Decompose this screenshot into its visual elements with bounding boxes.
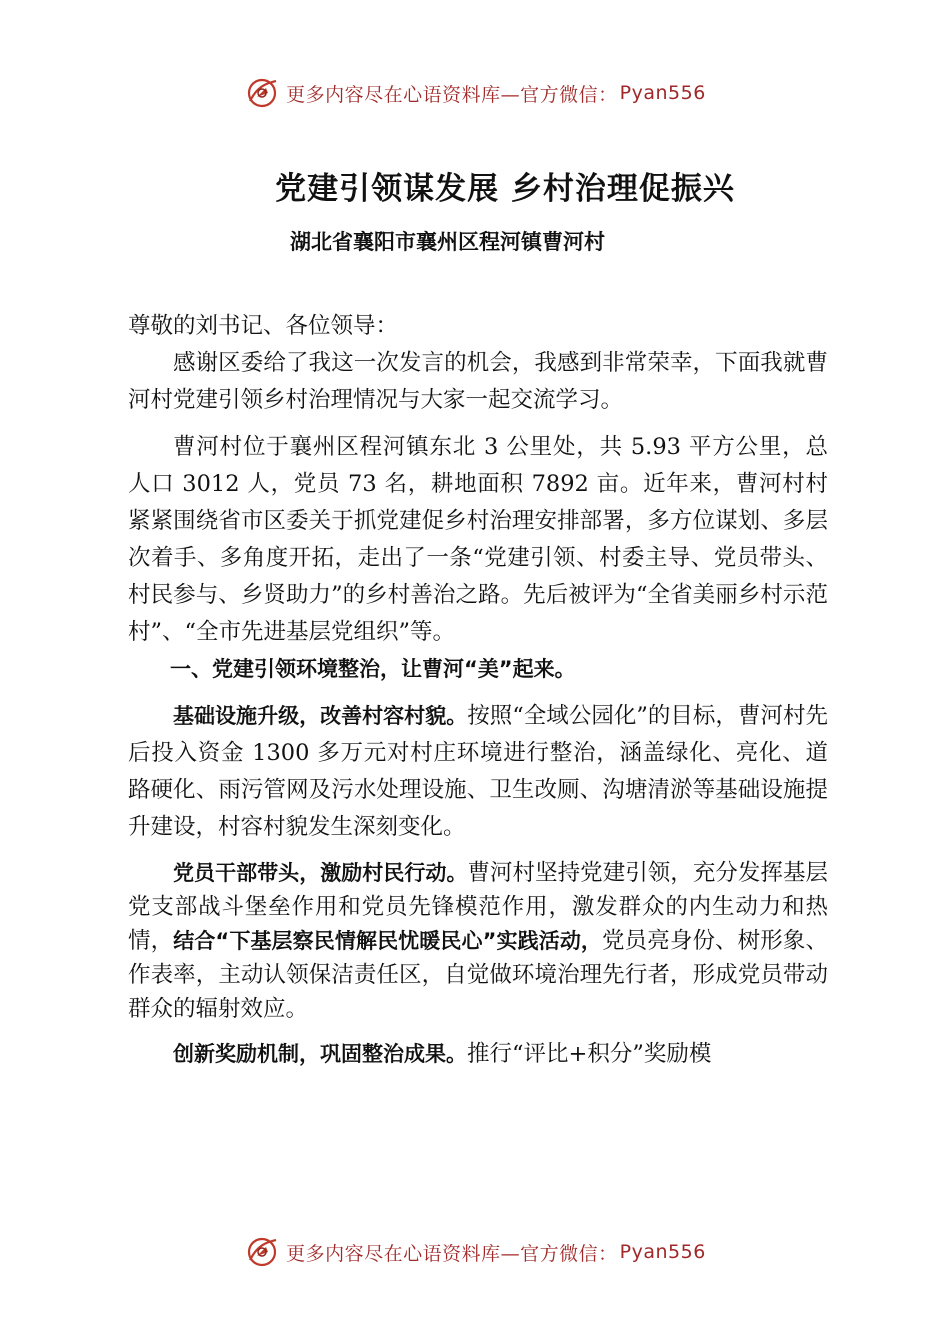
paragraph-party-members: [128, 856, 828, 1026]
salutation: 尊敬的刘书记、各位领导：: [128, 313, 399, 339]
watermark-footer: [0, 1232, 950, 1272]
brand-logo-icon: [244, 1234, 280, 1270]
paragraph-lead: 创新奖励机制，巩固整治成果。: [173, 1042, 467, 1066]
page-subtitle: 湖北省襄阳市襄州区程河镇曹河村: [290, 230, 605, 254]
paragraph-lead: 党员干部带头，激励村民行动。: [173, 861, 468, 885]
watermark-wechat-id: Pyan556: [619, 1241, 706, 1263]
paragraph-text: 曹河村坚持党建引领，充分发挥基层党支部战斗堡垒作用和党员先锋模范作用，激发群众的内生动力和热情，: [128, 860, 828, 954]
watermark-wechat-id: Pyan556: [619, 82, 706, 104]
watermark-header: [0, 73, 950, 113]
brand-logo-icon: [244, 75, 280, 111]
paragraph-lead: 基础设施升级，改善村容村貌。: [173, 704, 468, 728]
paragraph-emphasis: 结合“下基层察民情解民忧暖民心”实践活动，: [173, 929, 603, 953]
paragraph-village-overview: 曹河村位于襄州区程河镇东北 3 公里处，共 5.93 平方公里，总人口 3012 人，党员 73 名，耕地面积 7892 亩。近年来，曹河村村紧紧围绕省市区委关于抓党建促乡村治理安排部署，多方位谋划、多层次着手、多角度开拓，走出了一条“党建引领、村委主导、党员带头、村民参与、乡贤助力”的乡村善治之路。先后被评为“全省美丽乡村示范村”、“全市先进基层党组织”等。: [128, 434, 828, 645]
paragraph-reward-mechanism: [128, 1036, 828, 1073]
paragraph-infrastructure: [128, 698, 828, 846]
page-title: 党建引领谋发展 乡村治理促振兴: [275, 171, 735, 207]
paragraph-text: 党员亮身份、树形象、作表率，主动认领保洁责任区，自觉做环境治理先行者，形成党员带动群众的辐射效应。: [128, 928, 828, 1022]
paragraph-text: 推行“评比+积分”奖励模: [467, 1041, 712, 1067]
watermark-text: 更多内容尽在心语资料库—官方微信：: [286, 1242, 618, 1265]
paragraph-intro: 感谢区委给了我这一次发言的机会，我感到非常荣幸，下面我就曹河村党建引领乡村治理情况与大家一起交流学习。: [128, 350, 828, 413]
section-heading-1: 一、党建引领环境整治，让曹河“美”起来。: [170, 657, 576, 681]
paragraph-text: 按照“全域公园化”的目标，曹河村先后投入资金 1300 多万元对村庄环境进行整治，涵盖绿化、亮化、道路硬化、雨污管网及污水处理设施、卫生改厕、沟塘清淤等基础设施提升建设，村容村貌发生深刻变化。: [128, 703, 828, 840]
document-body: [128, 308, 828, 1073]
watermark-text: 更多内容尽在心语资料库—官方微信：: [286, 83, 618, 106]
